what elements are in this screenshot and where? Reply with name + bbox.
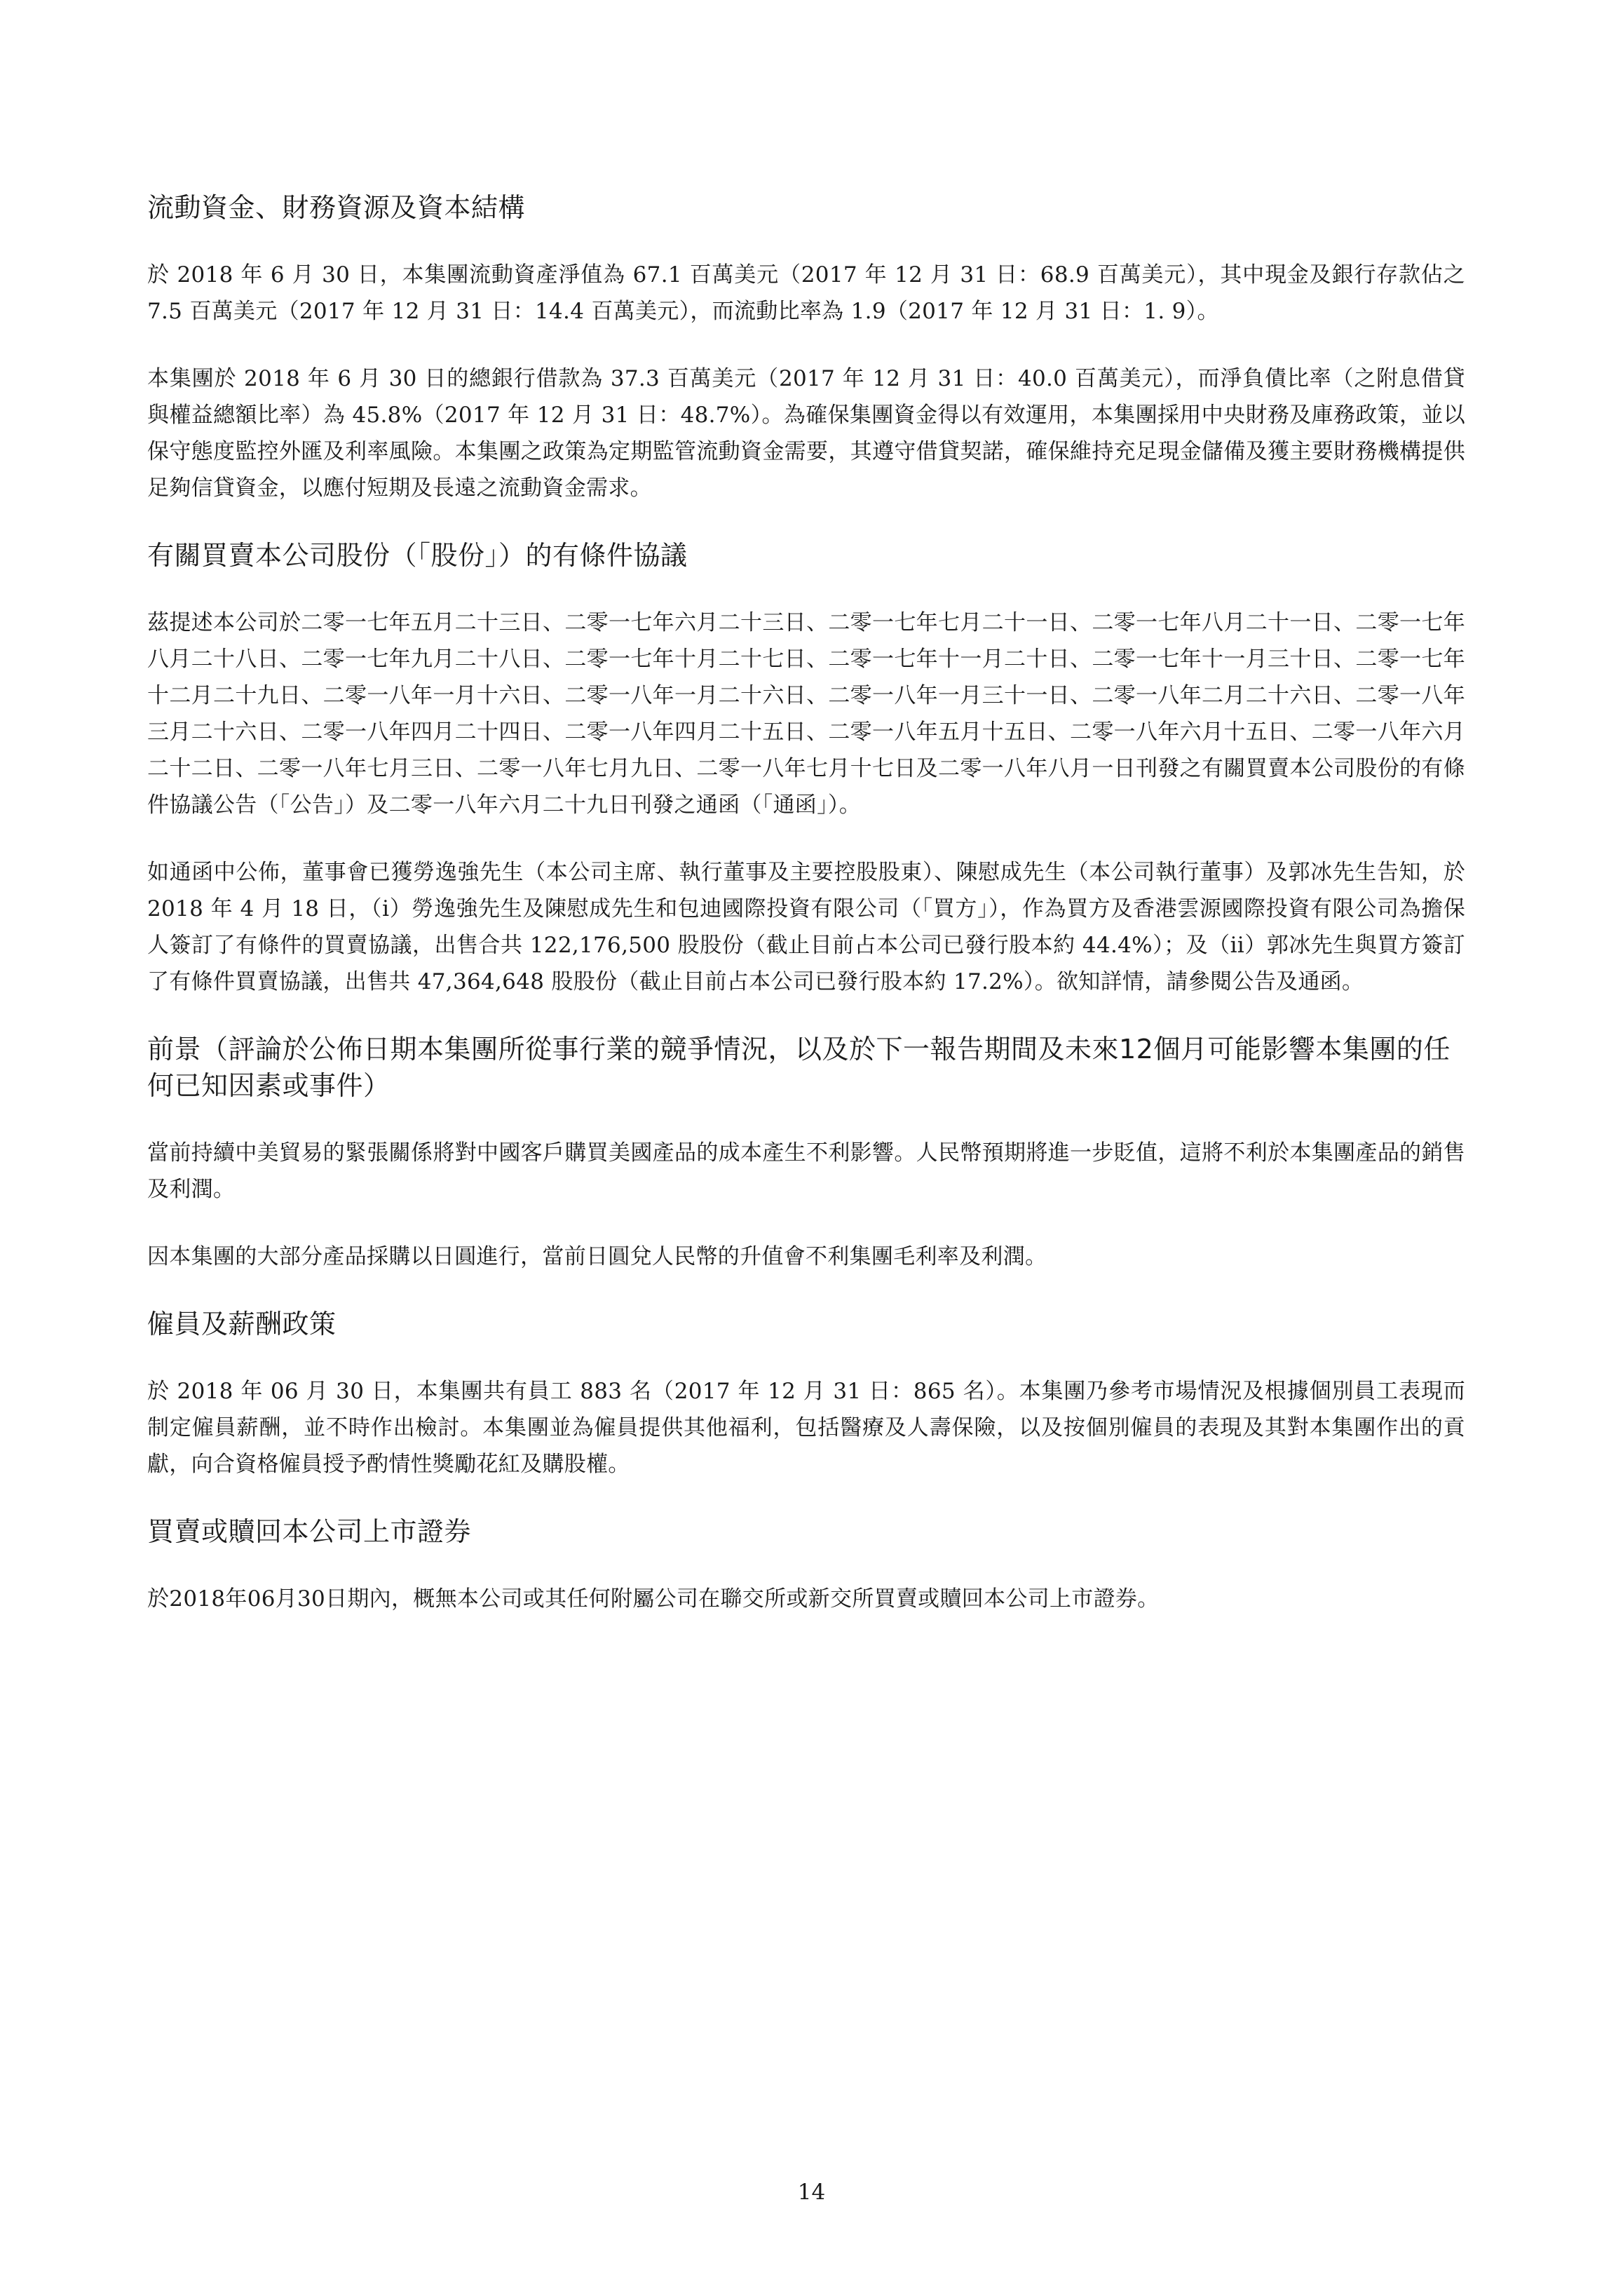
section-liquidity xyxy=(147,189,1465,506)
document-body xyxy=(147,189,1465,1648)
page-number: 14 xyxy=(797,2180,826,2205)
section-heading: 買賣或贖回本公司上市證券 xyxy=(147,1516,472,1547)
paragraph: 於 2018 年 06 月 30 日，本集團共有員工 883 名（2017 年 12 月 31 日：865 名）。本集團乃參考市場情況及根據個別員工表現而制定僱員薪酬，並不時作出檢討。本集團並為僱員提供其他福利，包括醫療及人壽保險，以及按個別僱員的表現及其對本集團作出的貢獻，向合資格僱員授予酌情性獎勵花紅及購股權。 xyxy=(147,1379,1465,1477)
section-conditional-agreement xyxy=(147,537,1465,1000)
paragraph: 如通函中公佈，董事會已獲勞逸強先生（本公司主席、執行董事及主要控股股東）、陳慰成先生（本公司執行董事）及郭冰先生告知，於 2018 年 4 月 18 日，（i）勞逸強先生及陳慰成先生和包迪國際投資有限公司（「買方」），作為買方及香港雲源國際投資有限公司為擔保人簽訂了有條件的買賣協議，出售合共 122,176,500 股股份（截止目前占本公司已發行股本約 44.4%）；及（ii）郭冰先生與買方簽訂了有條件買賣協議，出售共 47,364,648 股股份（截止目前占本公司已發行股本約 17.2%）。欲知詳情，請參閱公告及通函。 xyxy=(147,860,1465,994)
paragraph: 本集團於 2018 年 6 月 30 日的總銀行借款為 37.3 百萬美元（2017 年 12 月 31 日：40.0 百萬美元），而淨負債比率（之附息借貸與權益總額比率）為 45.8%（2017 年 12 月 31 日：48.7%）。為確保集團資金得以有效運用，本集團採用中央財務及庫務政策，並以保守態度監控外匯及利率風險。本集團之政策為定期監管流動資金需要，其遵守借貸契諾，確保維持充足現金儲備及獲主要財務機構提供足夠信貸資金，以應付短期及長遠之流動資金需求。 xyxy=(147,366,1465,501)
section-heading: 前景（評論於公佈日期本集團所從事行業的競爭情況，以及於下一報告期間及未來12個月可能影響本集團的任何已知因素或事件） xyxy=(147,1034,1451,1101)
paragraph: 於2018年06月30日期內，概無本公司或其任何附屬公司在聯交所或新交所買賣或贖回本公司上市證券。 xyxy=(147,1586,1160,1612)
section-heading: 有關買賣本公司股份（「股份」）的有條件協議 xyxy=(147,540,688,571)
section-securities xyxy=(147,1513,1465,1617)
section-employees xyxy=(147,1306,1465,1483)
paragraph: 茲提述本公司於二零一七年五月二十三日、二零一七年六月二十三日、二零一七年七月二十一日、二零一七年八月二十一日、二零一七年八月二十八日、二零一七年九月二十八日、二零一七年十月二十七日、二零一七年十一月二十日、二零一七年十一月三十日、二零一七年十二月二十九日、二零一八年一月十六日、二零一八年一月二十六日、二零一八年一月三十一日、二零一八年二月二十六日、二零一八年三月二十六日、二零一八年四月二十四日、二零一八年四月二十五日、二零一八年五月十五日、二零一八年六月十五日、二零一八年六月二十二日、二零一八年七月三日、二零一八年七月九日、二零一八年七月十七日及二零一八年八月一日刊發之有關買賣本公司股份的有條件協議公告（「公告」）及二零一八年六月二十九日刊發之通函（「通函」）。 xyxy=(147,610,1465,818)
paragraph: 於 2018 年 6 月 30 日，本集團流動資產淨值為 67.1 百萬美元（2017 年 12 月 31 日：68.9 百萬美元），其中現金及銀行存款佔之 7.5 百萬美元（2017 年 12 月 31 日：14.4 百萬美元），而流動比率為 1.9（2017 年 12 月 31 日：1. 9）。 xyxy=(147,262,1465,324)
paragraph: 當前持續中美貿易的緊張關係將對中國客戶購買美國產品的成本產生不利影響。人民幣預期將進一步貶值，這將不利於本集團產品的銷售及利潤。 xyxy=(147,1140,1465,1202)
section-heading: 僱員及薪酬政策 xyxy=(147,1309,337,1339)
paragraph: 因本集團的大部分產品採購以日圓進行，當前日圓兌人民幣的升值會不利集團毛利率及利潤。 xyxy=(147,1244,1047,1269)
section-prospects xyxy=(147,1031,1465,1275)
section-heading: 流動資金、財務資源及資本結構 xyxy=(147,192,526,223)
